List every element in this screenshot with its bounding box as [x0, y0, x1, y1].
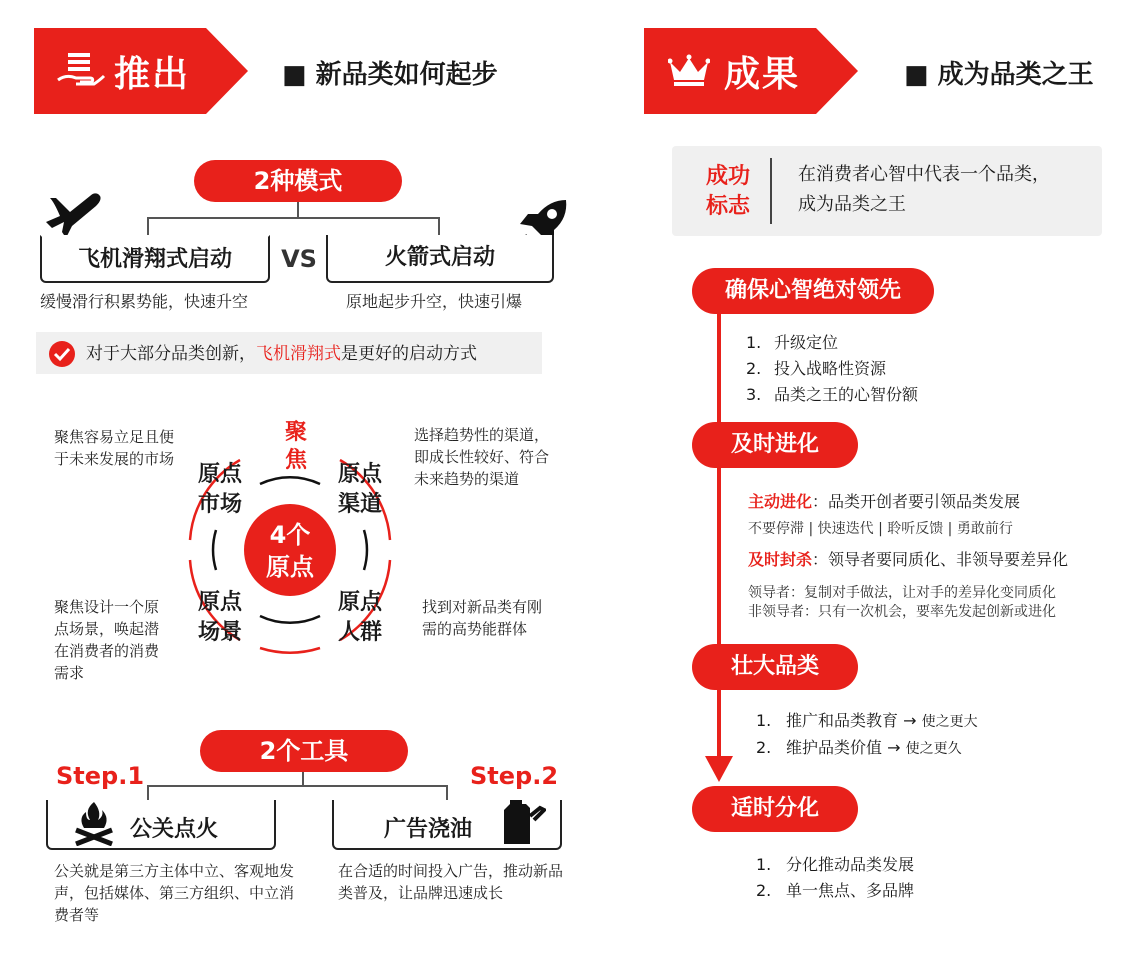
stage2-timely-sub1: 领导者：复制对手做法，让对手的差异化变同质化 — [748, 585, 1056, 601]
stage3-list — [756, 708, 978, 762]
left-header-subtitle-text: 新品类如何起步 — [315, 60, 498, 90]
vs-label: VS — [281, 245, 317, 273]
success-label-line2: 标志 — [705, 194, 750, 219]
stage3-item — [756, 735, 978, 762]
success-label-line1: 成功 — [705, 164, 750, 189]
stage4-item-text: 单一焦点、多品牌 — [786, 881, 915, 900]
check-circle-icon — [48, 340, 76, 368]
success-text-line1: 在消费者心智中代表一个品类， — [798, 164, 1050, 185]
modes-title-pill: 2种模式 — [194, 160, 402, 202]
tools-connector-right — [446, 785, 448, 801]
tip-text — [86, 342, 477, 366]
stage3-item-num: 1. — [756, 711, 772, 730]
tip-text-highlight: 飞机滑翔式 — [256, 344, 341, 364]
tool-pr-label: 公关点火 — [130, 817, 219, 842]
modes-connector-h — [147, 217, 439, 219]
mode-rocket-desc: 原地起步升空，快速引爆 — [346, 292, 523, 311]
stage3-item-arrow: → — [887, 738, 901, 757]
tool-step1-label: Step.1 — [56, 762, 145, 790]
crown-icon — [668, 54, 710, 88]
origin-scene: 原点 场景 — [197, 590, 242, 645]
stage3-item-tail: 使之更大 — [921, 714, 978, 730]
stage1-item-text: 升级定位 — [774, 333, 839, 352]
stage1-item — [746, 330, 918, 356]
mode-rocket-box: 火箭式启动 — [326, 235, 554, 283]
tool-ad-desc: 在合适的时间投入广告，推动新品类普及，让品牌迅速成长 — [338, 862, 564, 902]
stage4-item-num: 2. — [756, 881, 772, 900]
stage2-active-text: ：品类开创者要引领品类发展 — [812, 492, 1021, 511]
stage1-item-text: 品类之王的心智份额 — [774, 385, 919, 404]
tool-step2-label: Step.2 — [470, 762, 559, 790]
stage1-pill: 确保心智绝对领先 — [692, 268, 934, 314]
origin-channel-desc: 选择趋势性的渠道，即成长性较好、符合未来趋势的渠道 — [414, 426, 550, 488]
success-text-line2: 成为品类之王 — [798, 194, 906, 215]
origins-center — [244, 504, 336, 596]
mode-glide-desc: 缓慢滑行积累势能，快速升空 — [40, 292, 249, 311]
left-header-subtitle: ■ 新品类如何起步 — [282, 60, 498, 90]
stage3-item-main: 维护品类价值 — [786, 738, 883, 757]
stage1-item-num: 1. — [746, 333, 762, 352]
stage1-item — [746, 382, 918, 408]
stage4-item-text: 分化推动品类发展 — [786, 855, 915, 874]
stage1-item — [746, 356, 918, 382]
tip-text-after: 是更好的启动方式 — [341, 344, 477, 364]
stage4-item-num: 1. — [756, 855, 772, 874]
origins-focus-line1: 聚 — [284, 420, 307, 445]
stage1-item-num: 3. — [746, 385, 762, 404]
tip-text-before: 对于大部分品类创新， — [86, 344, 256, 364]
origin-scene-desc: 聚焦设计一个原点场景，唤起潜在消费者的消费需求 — [54, 598, 160, 682]
modes-connector-left — [147, 217, 149, 235]
tools-connector-h — [147, 785, 447, 787]
stage3-pill: 壮大品类 — [692, 644, 858, 690]
timeline-line — [717, 308, 721, 764]
stage4-item — [756, 878, 914, 904]
tool-ad-label: 广告浇油 — [384, 817, 473, 842]
modes-connector-right — [438, 217, 440, 235]
right-header-subtitle-text: 成为品类之王 — [937, 60, 1094, 90]
left-header-title: 推出 — [114, 54, 191, 95]
stage2-active-label: 主动进化 — [748, 492, 813, 511]
fuel-can-icon — [500, 800, 546, 846]
hand-coin-icon — [56, 50, 106, 92]
origin-crowd: 原点 人群 — [337, 590, 382, 645]
origin-crowd-desc: 找到对新品类有刚需的高势能群体 — [422, 598, 543, 638]
stage4-item — [756, 852, 914, 878]
origin-channel: 原点 渠道 — [337, 462, 382, 517]
mode-glide-box: 飞机滑翔式启动 — [40, 235, 270, 283]
stage2-timely-sub2: 非领导者：只有一次机会，要率先发起创新或进化 — [748, 604, 1056, 620]
origin-market-desc: 聚焦容易立足且便于未来发展的市场 — [54, 428, 175, 468]
stage3-item-tail: 使之更久 — [905, 741, 962, 757]
stage2-timely-label: 及时封杀 — [748, 550, 813, 569]
stage2-timely-text: ：领导者要同质化、非领导要差异化 — [812, 550, 1069, 569]
tools-connector-v — [302, 772, 304, 786]
tools-connector-left — [147, 785, 149, 801]
stage2-timely — [748, 548, 1068, 572]
stage3-item-num: 2. — [756, 738, 772, 757]
stage1-item-num: 2. — [746, 359, 762, 378]
stage3-item-arrow: → — [903, 711, 917, 730]
stage3-item — [756, 708, 978, 735]
success-divider — [770, 158, 772, 224]
origins-center-line1: 4个 — [269, 521, 311, 549]
timeline-arrowhead — [705, 756, 733, 782]
stage4-pill: 适时分化 — [692, 786, 858, 832]
stage2-pill: 及时进化 — [692, 422, 858, 468]
stage1-list — [746, 330, 918, 408]
campfire-icon — [72, 800, 116, 846]
stage2-active — [748, 490, 1020, 514]
stage2-active-sub: 不要停滞 | 快速迭代 | 聆听反馈 | 勇敢前行 — [748, 521, 1013, 537]
origin-market: 原点 市场 — [197, 462, 242, 517]
modes-connector-v — [297, 202, 299, 218]
right-header-subtitle: ■ 成为品类之王 — [904, 60, 1094, 90]
tools-title-pill: 2个工具 — [200, 730, 408, 772]
tool-pr-desc: 公关就是第三方主体中立、客观地发声，包括媒体、第三方组织、中立消费者等 — [54, 862, 295, 924]
stage3-item-main: 推广和品类教育 — [786, 711, 899, 730]
right-header-title: 成果 — [724, 54, 801, 95]
stage1-item-text: 投入战略性资源 — [774, 359, 887, 378]
origins-focus-line2: 焦 — [284, 448, 307, 473]
stage4-list — [756, 852, 914, 904]
origins-center-line2: 原点 — [266, 553, 314, 581]
